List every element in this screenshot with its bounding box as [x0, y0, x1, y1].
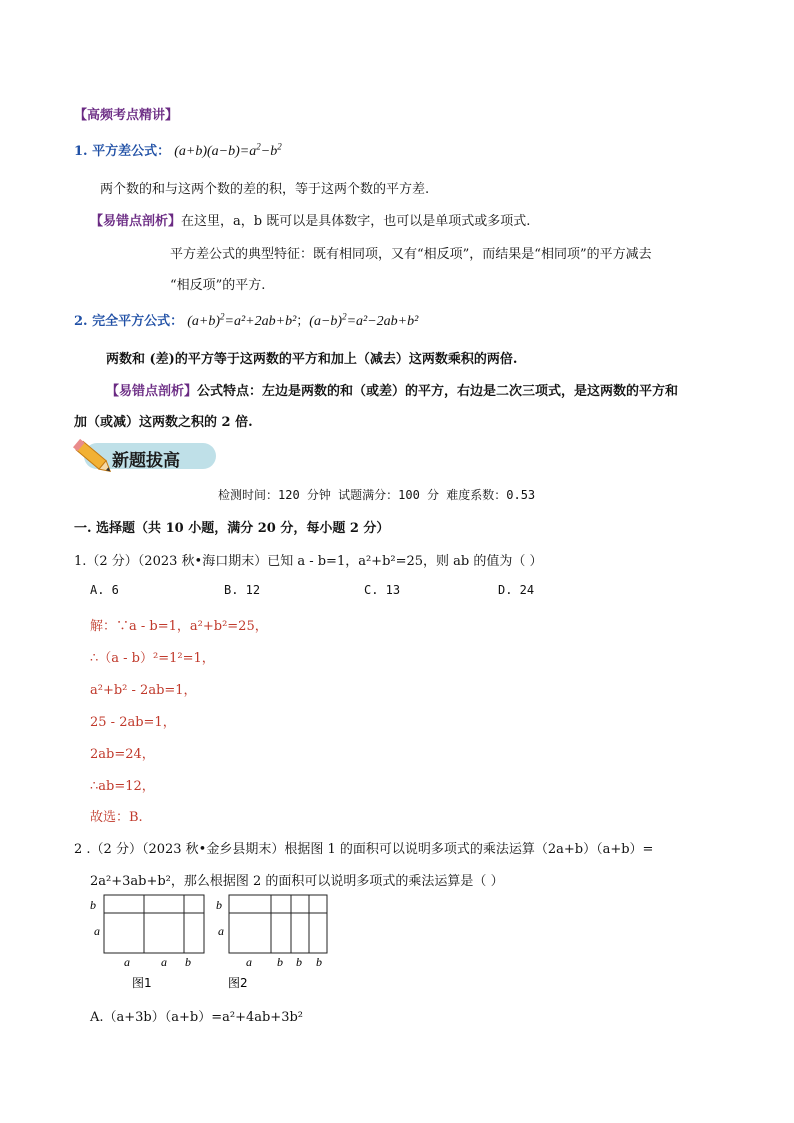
q1-option-d: D. 24 — [498, 583, 535, 597]
point1-heading: 1. 平方差公式： — [74, 144, 171, 159]
point1-feature-line1: 平方差公式的典型特征：既有相同项，又有“相反项”，而结果是“相同项”的平方减去 — [170, 247, 652, 262]
point1-tip-text: 在这里，a，b 既可以是具体数字，也可以是单项式或多项式. — [181, 214, 531, 229]
question2-stem-line2: 2a²+3ab+b²，那么根据图 2 的面积可以说明多项式的乘法运算是（ ） — [90, 874, 504, 889]
q1-solution-line: ∴ab=12， — [90, 779, 155, 794]
q1-option-b: B. 12 — [224, 583, 261, 597]
question2-stem-line1: 2 .（2 分）（2023 秋•金乡县期末）根据图 1 的面积可以说明多项式的乘法运算（2a+b）（a+b）= — [74, 842, 654, 857]
fig2-bottom-label: b — [296, 955, 302, 969]
q1-solution-line: 2ab=24， — [90, 747, 155, 762]
fig1-bottom-label: b — [185, 955, 191, 969]
fig1-bottom-label: a — [124, 955, 130, 969]
q1-solution-line: 25 - 2ab=1， — [90, 715, 176, 730]
fig1-left-label: b — [90, 898, 96, 912]
point2-tip-line2: 加（或减）这两数之积的 2 倍. — [74, 415, 253, 430]
point2-formula-diff: $(a-b)^2=a^2-2ab+b^2$ — [309, 311, 419, 329]
point2-heading: 2. 完全平方公式： — [74, 314, 184, 329]
point2-line — [74, 310, 418, 330]
fig2-bottom-label: b — [277, 955, 283, 969]
point2-separator: ； — [296, 314, 310, 329]
q2-figures — [88, 893, 348, 993]
q1-solution-line: ∴（a - b）²=1²=1， — [90, 651, 215, 666]
fig1-bottom-label: a — [161, 955, 167, 969]
fig2-bottom-label: b — [316, 955, 322, 969]
q1-solution-answer: 故选：B. — [90, 810, 143, 825]
point2-description: 两数和 (差)的平方等于这两数的平方和加上（减去）这两数乘积的两倍. — [106, 352, 518, 367]
point1-description: 两个数的和与这两个数的差的积，等于这两个数的平方差. — [100, 182, 430, 197]
banner-label: 新题拔高 — [112, 451, 180, 471]
point1-formula: $(a+b)(a-b)=a^2-b^2$ — [174, 141, 282, 159]
fig2-left-label: b — [216, 898, 222, 912]
point1-tip — [90, 210, 530, 229]
fig2-left-label: a — [218, 924, 224, 938]
q1-solution-line: a²+b² - 2ab=1， — [90, 683, 197, 698]
fig1-caption: 图1 — [132, 976, 152, 990]
q1-solution-line: 解：∵a - b=1，a²+b²=25， — [90, 619, 268, 634]
section-title: 【高频考点精讲】 — [74, 108, 179, 123]
test-info: 检测时间：120 分钟 试题满分：100 分 难度系数：0.53 — [218, 488, 536, 502]
question1-stem: 1.（2 分）（2023 秋•海口期末）已知 a - b=1，a²+b²=25，则 ab 的值为（ ） — [74, 554, 543, 569]
point2-tip-label: 【易错点剖析】 — [106, 384, 198, 399]
new-questions-banner — [70, 439, 220, 473]
section1-title: 一. 选择题（共 10 小题，满分 20 分，每小题 2 分） — [74, 521, 390, 536]
q2-option-a: A.（a+3b）（a+b）=a²+4ab+3b² — [90, 1010, 304, 1025]
q1-option-c: C. 13 — [364, 583, 401, 597]
fig2-bottom-label: a — [246, 955, 252, 969]
point1-line — [74, 140, 282, 160]
point2-tip — [106, 380, 678, 399]
point1-tip-label: 【易错点剖析】 — [90, 214, 182, 229]
figure2 — [216, 895, 327, 990]
q1-option-a: A. 6 — [90, 583, 119, 597]
point2-tip-text: 公式特点：左边是两数的和（或差）的平方，右边是二次三项式，是这两数的平方和 — [197, 384, 679, 399]
fig2-caption: 图2 — [228, 976, 248, 990]
figure1 — [90, 895, 204, 990]
fig1-left-label: a — [94, 924, 100, 938]
point1-feature-line2: “相反项”的平方. — [170, 278, 266, 293]
point2-formula-sum: $(a+b)^2=a^2+2ab+b^2$ — [187, 311, 297, 329]
